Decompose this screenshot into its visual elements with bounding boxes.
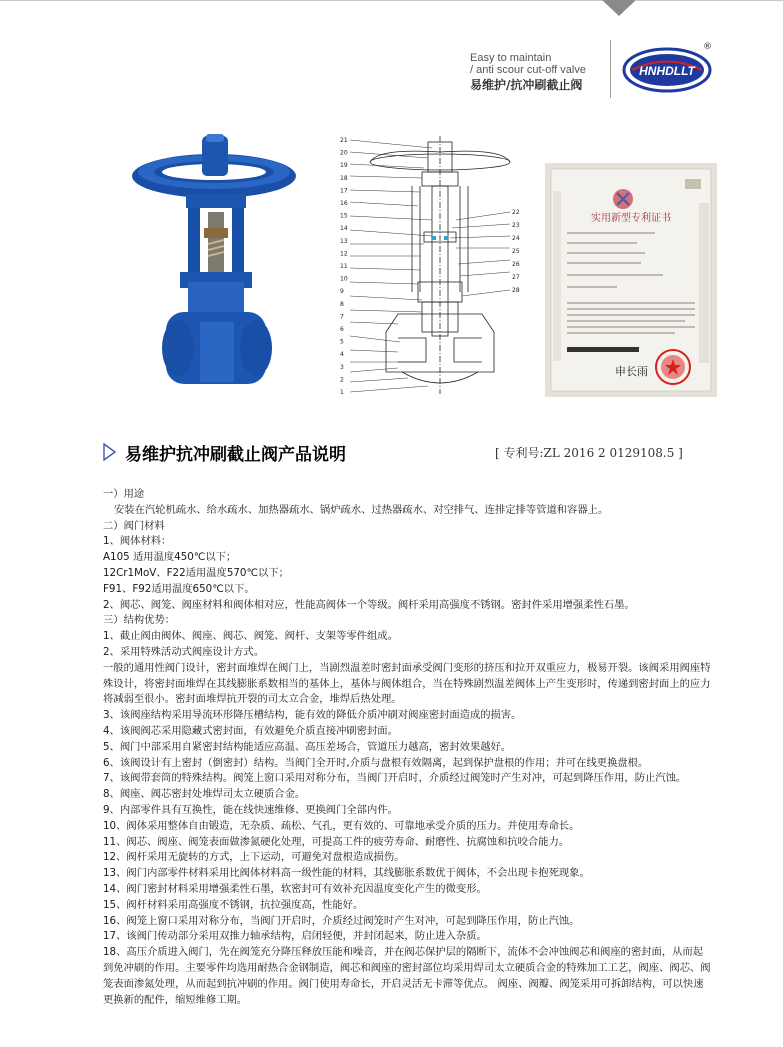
callout-number: 22 <box>512 209 520 216</box>
tagline-chinese: 易维护/抗冲刷截止阀 <box>470 78 583 92</box>
section-heading-structure: 三）结构优势： <box>103 614 176 627</box>
callout-number: 10 <box>340 275 348 283</box>
paragraph-purpose: 安装在汽轮机疏水、给水疏水、加热器疏水、锅炉疏水、过热器疏水、对空排气、连排定排等管道和容器上。 <box>114 503 609 516</box>
section-heading-materials: 二）阀门材料 <box>103 519 165 532</box>
callout-number: 28 <box>512 287 520 294</box>
logo-text: HNHDLLT <box>639 64 695 78</box>
triangle-arrow-icon <box>103 443 117 461</box>
product-description <box>103 487 713 1008</box>
callout-number: 18 <box>340 174 348 182</box>
callout-number: 3 <box>340 363 344 371</box>
callout-number: 9 <box>340 288 344 296</box>
callout-number: 19 <box>340 162 348 170</box>
list-item: 6、该阀设计有上密封（倒密封）结构。当阀门全开时,介质与盘根有效隔离，起到保护盘根的作用；并可在线更换盘根。 <box>103 756 649 769</box>
section-heading-purpose: 一）用途 <box>103 488 145 500</box>
list-item: 8、阀座、阀芯密封处堆焊司太立硬质合金。 <box>103 788 306 801</box>
callout-number: 14 <box>340 225 348 233</box>
list-item: A105 适用温度450℃以下； <box>103 551 237 564</box>
callout-number: 1 <box>340 389 344 396</box>
list-item: 12、阀杆采用无旋转的方式，上下运动，可避免对盘根造成损伤。 <box>103 851 405 864</box>
list-item: 15、阀杆材料采用高强度不锈钢，抗拉强度高，性能好。 <box>103 898 364 911</box>
callout-number: 11 <box>340 263 348 270</box>
list-item: 13、阀门内部零件材料采用比阀体材料高一级性能的材料，其线膨胀系数优于阀体，不会出现卡抱死现象。 <box>103 867 590 880</box>
section-title-row <box>103 440 703 468</box>
list-item: 10、阀体采用整体自由锻造，无杂质、疏松、气孔，更有效的、可靠地承受介质的压力。并使用寿命长。 <box>103 819 580 832</box>
list-item: 16、阀笼上窗口采用对称分布，当阀门开启时，介质经过阀笼时产生对冲，可起到降压作用，防止汽蚀。 <box>103 914 580 927</box>
company-logo <box>622 45 712 95</box>
list-item: 17、该阀门传动部分采用双推力轴承结构，启闭轻便，并封闭起来，防止进入杂质。 <box>103 930 487 943</box>
callout-number: 24 <box>512 235 520 242</box>
callout-number: 5 <box>340 338 344 346</box>
page-title: 易维护抗冲刷截止阀产品说明 <box>125 445 346 465</box>
patent-certificate <box>545 163 717 397</box>
certificate-signature: 申长雨 <box>615 365 648 378</box>
callout-number: 13 <box>340 237 348 245</box>
list-item: 4、该阀阀芯采用隐藏式密封面，有效避免介质直接冲刷密封面。 <box>103 724 398 737</box>
header-rule <box>0 0 604 1</box>
paragraph: 一般的通用性阀门设计，密封面堆焊在阀门上，当剧烈温差时密封面承受阀门变形的挤压和拉开双重应力，极易开裂。该阀采用阀座特殊设计，将密封面堆焊在其线膨胀系数相当的基体上，基体与阀体组合，当在特殊剧烈温差阀体上产生变形时，传递到密封面上的应力将减弱至很小。密封面堆焊抗开裂的司太立合金，堆焊后热处理。 <box>103 661 711 706</box>
list-item: 2、阀芯、阀笼、阀座材料和阀体相对应，性能高阀体一个等级。阀杆采用高强度不锈钢。密封件采用增强柔性石墨。 <box>103 598 635 611</box>
tagline-line-2: / anti scour cut-off valve <box>470 64 586 76</box>
callout-number: 7 <box>340 313 344 321</box>
patent-number: [ 专利号:ZL 2016 2 0129108.5 ] <box>495 446 683 460</box>
list-item: 12Cr1MoV、F22适用温度570℃以下； <box>103 566 289 579</box>
callout-number: 17 <box>340 187 348 195</box>
registered-mark: ® <box>703 42 712 52</box>
header-divider <box>610 40 611 98</box>
callout-number: 2 <box>340 376 344 384</box>
list-item: 1、阀体材料： <box>103 535 172 548</box>
callout-number: 16 <box>340 200 348 207</box>
list-item: 1、截止阀由阀体、阀座、阀芯、阀笼、阀杆、支架等零件组成。 <box>103 630 398 643</box>
callout-number: 6 <box>340 326 344 333</box>
tagline <box>470 52 586 91</box>
valve-photo <box>128 132 300 394</box>
valve-technical-drawing <box>338 132 526 398</box>
callout-number: 27 <box>512 274 520 281</box>
callout-number: 23 <box>512 222 520 229</box>
callout-number: 26 <box>512 261 520 268</box>
certificate-title: 实用新型专利证书 <box>591 213 671 224</box>
tagline-line-1: Easy to maintain <box>470 52 552 64</box>
callout-number: 15 <box>340 212 348 220</box>
list-item: 3、该阀座结构采用导流环形降压槽结构，能有效的降低介质冲刷对阀座密封面造成的损害。 <box>103 709 522 722</box>
callout-number: 4 <box>340 351 344 359</box>
list-item: F91、F92适用温度650℃以下。 <box>103 582 255 595</box>
callout-number: 21 <box>340 137 348 144</box>
list-item: 14、阀门密封材料采用增强柔性石墨，软密封可有效补充因温度变化产生的微变形。 <box>103 882 487 895</box>
list-item: 2、采用特殊活动式阀座设计方式。 <box>103 645 265 658</box>
callout-number: 12 <box>340 250 348 258</box>
list-item: 7、该阀带套筒的特殊结构。阀笼上窗口采用对称分布，当阀门开启时，介质经过阀笼时产生对冲，可起到降压作用，防止汽蚀。 <box>103 772 687 785</box>
list-item: 5、阀门中部采用自紧密封结构能适应高温、高压差场合，管道压力越高，密封效果越好。 <box>103 740 512 753</box>
header-rule-right <box>636 0 783 1</box>
list-item: 9、内部零件具有互换性，能在线快速维修、更换阀门全部内件。 <box>103 803 398 816</box>
list-item: 18、高压介质进入阀门，先在阀笼充分降压释放压能和噪音，并在阀芯保护层的隔断下，流体不会冲蚀阀芯和阀座的密封面，从而起到免冲刷的作用。主要零件均选用耐热合金钢制造，阀芯和阀座的密封部位均采用焊司太立硬质合金的特殊加工工艺，阀座、阀芯、阀笼表面渗氮处理，从而起到抗冲刷的作用。阀门使用寿命长，开启灵活无卡滞等优点。 阀座、阀瓣、阀笼采用可拆卸结构，可以快速更换新的配件，缩短维修工期。 <box>103 946 711 1006</box>
callout-number: 8 <box>340 300 344 308</box>
callout-number: 25 <box>512 248 520 255</box>
callout-number: 20 <box>340 149 348 157</box>
header-notch <box>602 0 636 16</box>
list-item: 11、阀芯、阀座、阀笼表面做渗氮硬化处理，可提高工件的疲劳寿命、耐磨性、抗腐蚀和抗咬合能力。 <box>103 835 570 848</box>
